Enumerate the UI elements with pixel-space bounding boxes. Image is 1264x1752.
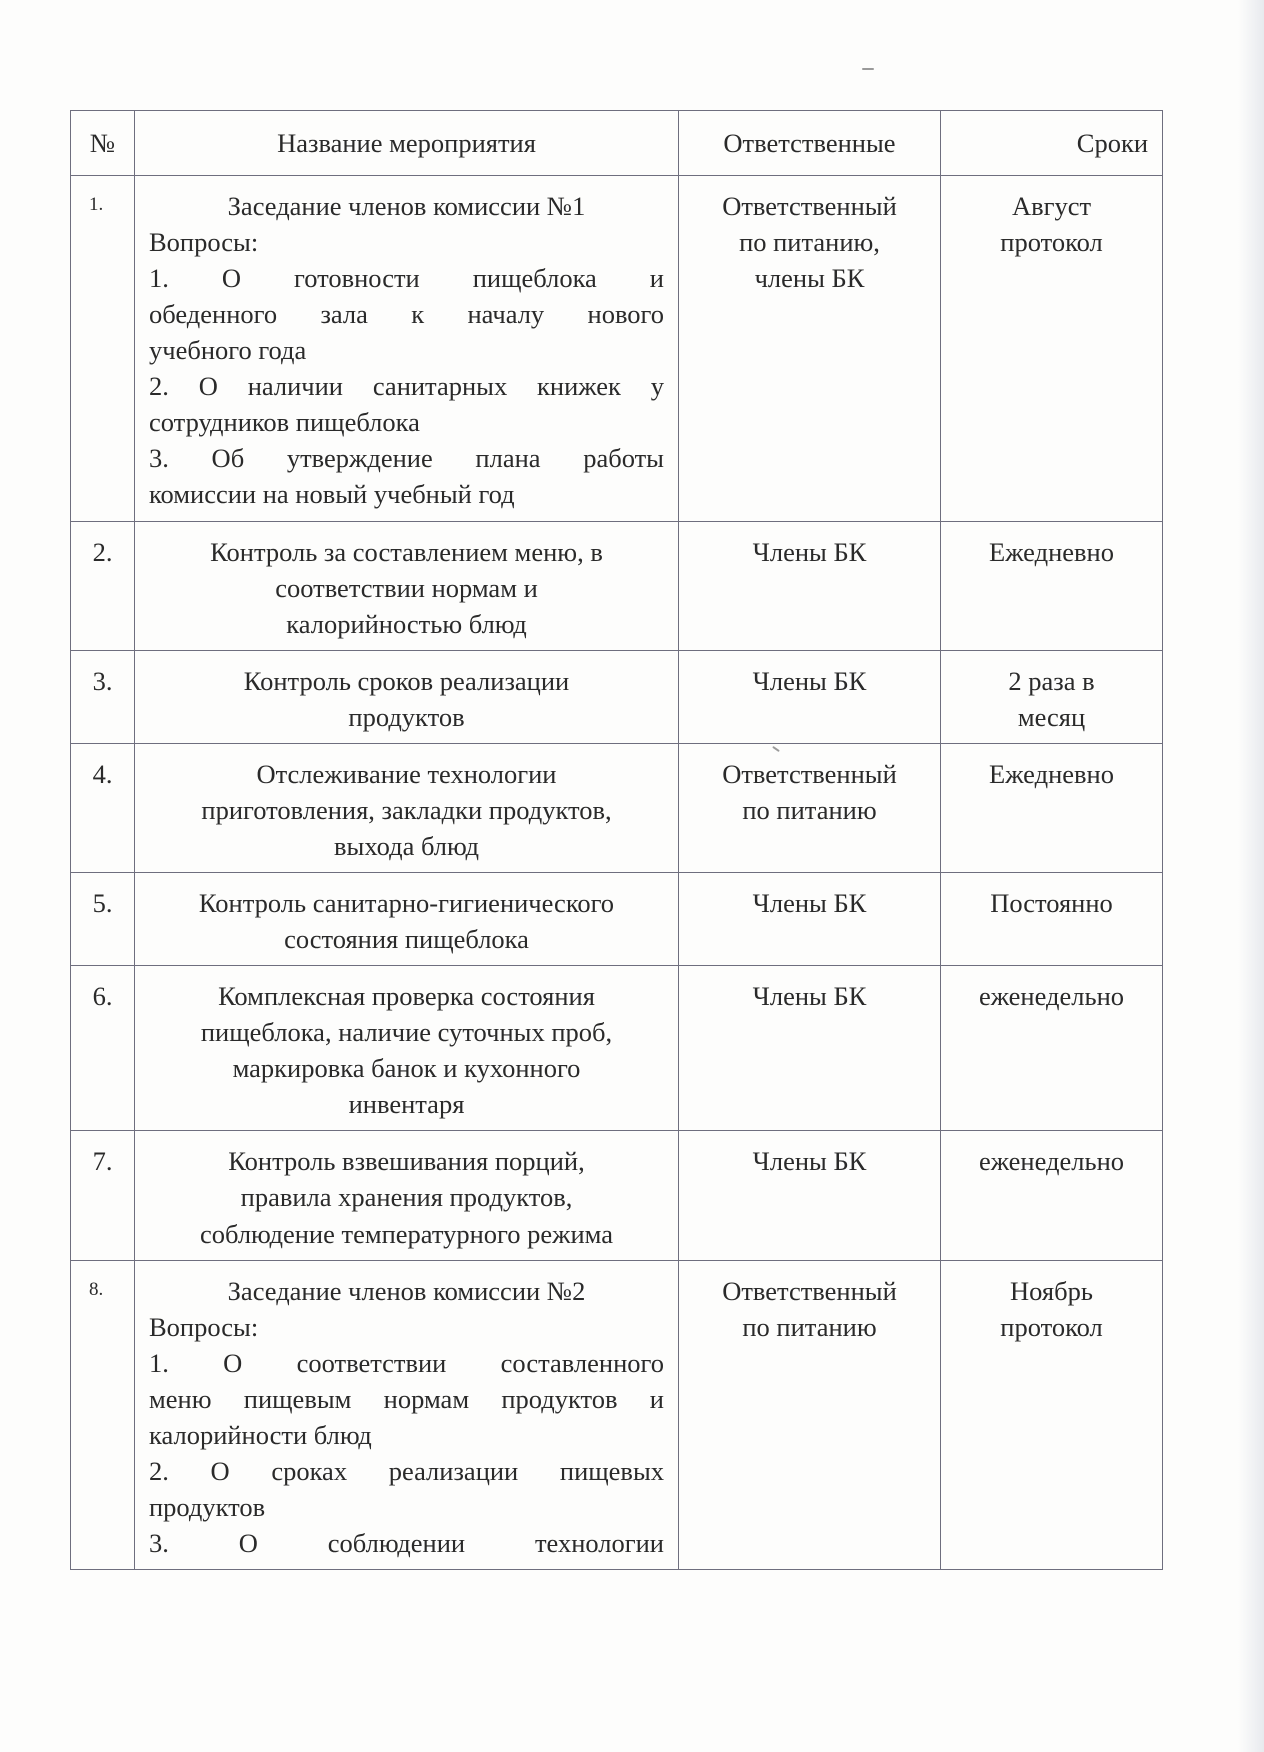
responsible-cell — [679, 522, 941, 651]
event-name-line: правила хранения продуктов, — [240, 1182, 573, 1213]
term-cell — [941, 522, 1163, 651]
event-name-line: маркировка банок и кухонного — [232, 1053, 581, 1084]
agenda-line: учебного года — [149, 335, 307, 366]
term-line: Ежедневно — [989, 759, 1114, 790]
term-line: Постоянно — [990, 888, 1113, 919]
term-line: протокол — [1000, 227, 1103, 258]
table-row — [71, 966, 1163, 1131]
responsible-line: Члены БК — [752, 666, 867, 697]
responsible-cell — [679, 1260, 941, 1569]
event-name-line: инвентаря — [348, 1089, 465, 1120]
row-number: 2. — [71, 522, 135, 651]
responsible-line: Члены БК — [752, 1146, 867, 1177]
table-header-row — [71, 111, 1163, 176]
responsible-cell — [679, 1131, 941, 1260]
header-responsible: Ответственные — [679, 111, 941, 176]
event-name-line: продуктов — [348, 702, 465, 733]
term-cell — [941, 651, 1163, 744]
agenda-line: обеденного зала к началу нового — [149, 299, 664, 330]
event-name — [135, 966, 679, 1131]
agenda-line: сотрудников пищеблока — [149, 407, 420, 438]
responsible-line: по питанию — [742, 1311, 877, 1342]
event-name — [135, 1131, 679, 1260]
responsible-cell — [679, 873, 941, 966]
responsible-cell — [679, 744, 941, 873]
agenda-line: Вопросы: — [149, 1311, 259, 1342]
row-number: 3. — [71, 651, 135, 744]
event-name-line: Контроль за составлением меню, в — [210, 537, 603, 567]
plan-table — [70, 110, 1163, 1570]
event-name-line: Комплексная проверка состояния — [218, 981, 595, 1012]
responsible-line: Ответственный — [722, 191, 897, 221]
term-cell — [941, 744, 1163, 873]
event-name-line: приготовления, закладки продуктов, — [201, 795, 612, 826]
table-row — [71, 1260, 1163, 1569]
table-row — [71, 176, 1163, 522]
event-name-line: Контроль сроков реализации — [243, 666, 570, 697]
header-number: № — [71, 111, 135, 176]
agenda-line: 2. О наличии санитарных книжек у — [149, 371, 664, 402]
event-name-line: выхода блюд — [334, 831, 479, 862]
meeting-title: Заседание членов комиссии №1 — [227, 191, 586, 221]
event-name-line: калорийностью блюд — [286, 609, 527, 640]
event-name — [135, 176, 679, 522]
event-name — [135, 522, 679, 651]
responsible-line: Ответственный — [722, 759, 897, 790]
row-number: 6. — [71, 966, 135, 1131]
responsible-line: Ответственный — [722, 1275, 897, 1306]
responsible-cell — [679, 176, 941, 522]
responsible-line: Члены БК — [752, 537, 867, 567]
term-line: Ежедневно — [989, 537, 1114, 567]
term-line: Август — [1011, 191, 1092, 221]
term-cell — [941, 176, 1163, 522]
event-name — [135, 873, 679, 966]
event-name-line: состояния пищеблока — [284, 924, 529, 955]
term-cell — [941, 1260, 1163, 1569]
term-line: еженедельно — [978, 981, 1125, 1012]
table-row — [71, 1131, 1163, 1260]
event-name-line: пищеблока, наличие суточных проб, — [200, 1017, 613, 1048]
agenda-line: 3. Об утверждение плана работы — [149, 443, 664, 474]
agenda-line: 2. О сроках реализации пищевых — [149, 1455, 664, 1486]
responsible-line: Члены БК — [752, 888, 867, 919]
header-name: Название мероприятия — [135, 111, 679, 176]
term-cell — [941, 873, 1163, 966]
event-name — [135, 1260, 679, 1569]
term-line: 2 раза в — [1008, 666, 1095, 697]
agenda-line: Вопросы: — [149, 227, 259, 258]
event-name-line: Контроль взвешивания порций, — [228, 1146, 585, 1177]
row-number: 8. — [71, 1260, 135, 1569]
table-row — [71, 522, 1163, 651]
event-name — [135, 744, 679, 873]
event-name-line: Отслеживание технологии — [256, 759, 557, 790]
agenda-line: продуктов — [149, 1491, 266, 1522]
term-line: Ноябрь — [1010, 1275, 1093, 1306]
scan-speck — [862, 68, 874, 70]
row-number: 5. — [71, 873, 135, 966]
table-row — [71, 744, 1163, 873]
agenda-line: 1. О соответствии составленного — [149, 1347, 664, 1378]
responsible-line: по питанию, — [739, 227, 880, 258]
event-name-line: соответствии нормам и — [275, 573, 538, 604]
term-cell — [941, 1131, 1163, 1260]
agenda-line: меню пищевым нормам продуктов и — [149, 1383, 664, 1414]
agenda-line: калорийности блюд — [149, 1419, 372, 1450]
header-term: Сроки — [941, 111, 1163, 176]
table-row — [71, 651, 1163, 744]
agenda-line: 3. О соблюдении технологии — [149, 1527, 664, 1558]
event-name-line: соблюдение температурного режима — [200, 1218, 613, 1249]
term-cell — [941, 966, 1163, 1131]
scan-edge-shadow — [1238, 0, 1264, 1752]
agenda-line: 1. О готовности пищеблока и — [149, 263, 664, 294]
row-number: 4. — [71, 744, 135, 873]
agenda-line: комиссии на новый учебный год — [149, 479, 515, 510]
event-name-line: Контроль санитарно-гигиенического — [198, 888, 615, 919]
term-line: еженедельно — [978, 1146, 1125, 1177]
responsible-line: Члены БК — [752, 981, 867, 1012]
responsible-cell — [679, 651, 941, 744]
term-line: протокол — [1000, 1311, 1103, 1342]
term-line: месяц — [1017, 702, 1086, 733]
event-name — [135, 651, 679, 744]
row-number: 7. — [71, 1131, 135, 1260]
responsible-cell — [679, 966, 941, 1131]
meeting-title: Заседание членов комиссии №2 — [227, 1275, 586, 1306]
row-number: 1. — [71, 176, 135, 522]
table-body — [71, 176, 1163, 1570]
responsible-line: по питанию — [742, 795, 877, 826]
table-row — [71, 873, 1163, 966]
responsible-line: члены БК — [754, 263, 865, 294]
